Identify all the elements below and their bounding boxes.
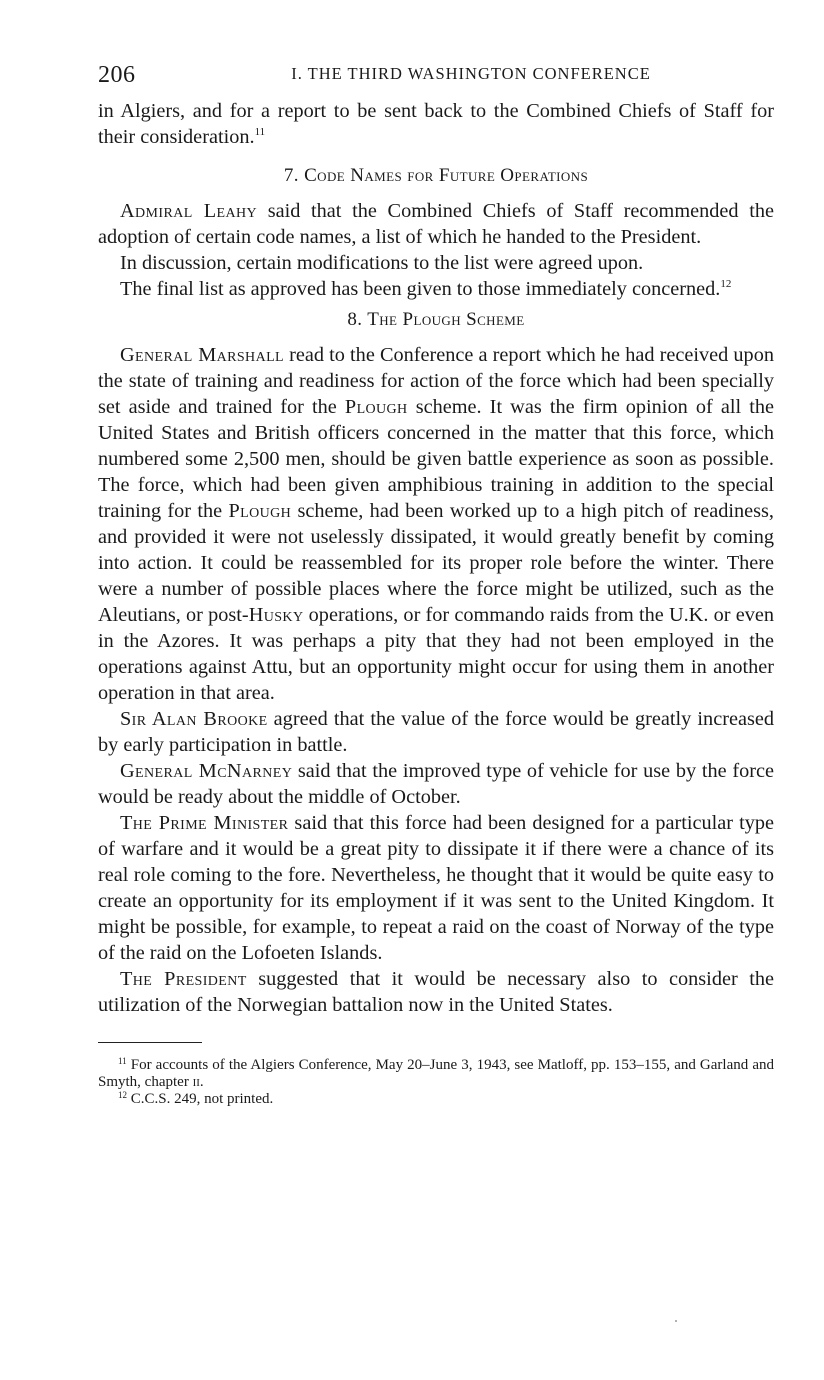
opening-text: in Algiers, and for a report to be sent back to the Combined Chiefs of Staff for their consideration. [98,100,774,148]
footnote-12-number: 12 [118,1090,127,1100]
paragraph-president-text: suggested that it would be necessary also to consider the utilization of the Norwegian battalion now in the United States. [98,968,774,1016]
code-name-husky: Husky [248,604,304,626]
running-title: I. THE THIRD WASHINGTON CONFERENCE [291,64,651,83]
paragraph-marshall [98,342,774,706]
footnote-12 [98,1091,774,1108]
code-name-plough: Plough [228,500,292,522]
section-heading-plough: 8. The Plough Scheme [347,309,525,330]
footnote-ref-11[interactable]: 11 [254,126,266,138]
paragraph-modifications-text: In discussion, certain modifications to the list were agreed upon. [120,252,644,274]
speaker-brooke: Sir Alan Brooke [120,708,268,730]
footnote-11-chapter: ii [192,1074,200,1090]
speaker-president: The President [120,968,247,990]
marshall-text-d: operations, or for commando raids from the U.K. or even in the Azores. It was perhaps a pity that they had not been employed in the operations against Attu, but an opportunity might occur for using them in another operation in that area. [98,604,774,704]
paragraph-final-list [98,276,774,302]
footnote-11-text-a: For accounts of the Algiers Conference, May 20–June 3, 1943, see Matloff, pp. 153–155, and Garland and Smyth, chapter [98,1057,774,1090]
paragraph-brooke [98,706,774,758]
page-number: 206 [98,62,136,88]
paragraph-prime-minister [98,810,774,966]
marshall-text-a: read to the Conference a report which he had received upon the state of training and readiness for action of the force which had been specially set aside and trained for the [98,344,774,418]
opening-paragraph [98,98,774,150]
footnote-11 [98,1057,774,1091]
running-header [98,58,774,98]
speaker-marshall: General Marshall [120,344,284,366]
paragraph-leahy [98,198,774,250]
paragraph-mcnarney-text: said that the improved type of vehicle for use by the force would be ready about the middle of October. [98,760,774,808]
marshall-text-b: scheme. It was the firm opinion of all the United States and British officers concerned in the matter that this force, which numbered some 2,500 men, should be given battle experience as soon as possible. The force, which had been given amphibious training in addition to the special training for the [98,396,775,522]
footnote-11-text-b: . [199,1074,204,1090]
paragraph-mcnarney [98,758,774,810]
speaker-leahy: Admiral Leahy [120,200,258,222]
paragraph-leahy-text: said that the Combined Chiefs of Staff recommended the adoption of certain code names, a list of which he handed to the President. [98,200,774,248]
marshall-text-c: scheme, had been worked up to a high pitch of readiness, and provided it were not uselessly dissipated, it would greatly benefit by coming into action. It could be reassembled for its proper role before the winter. There were a number of possible places where the force might be utilized, such as the Aleutians, or post- [98,500,774,626]
paragraph-prime-minister-text: said that this force had been designed for a particular type of warfare and it would be a great pity to dissipate it if there were a chance of its real role coming to the fore. Nevertheless, he thought that it would be quite easy to create an opportunity for its employment if it was sent to the United Kingdom. It might be possible, for example, to repeat a raid on the coast of Norway of the type of the raid on the Lofoeten Islands. [98,812,774,964]
speaker-mcnarney: General McNarney [120,760,293,782]
section-heading-code-names: 7. Code Names for Future Operations [283,165,589,186]
scan-speck [675,1320,677,1322]
code-name-plough: Plough [344,396,408,418]
paragraph-president [98,966,774,1018]
paragraph-final-list-text: The final list as approved has been given to those immediately concerned. [120,278,721,300]
paragraph-brooke-text: agreed that the value of the force would be greatly increased by early participation in battle. [98,708,774,756]
footnote-divider [98,1042,202,1043]
paragraph-modifications [98,250,774,276]
book-page [98,58,774,1108]
footnote-11-number: 11 [118,1056,127,1066]
footnote-ref-12[interactable]: 12 [720,278,732,290]
speaker-prime-minister: The Prime Minister [120,812,289,834]
footnote-12-text: C.C.S. 249, not printed. [127,1091,274,1107]
